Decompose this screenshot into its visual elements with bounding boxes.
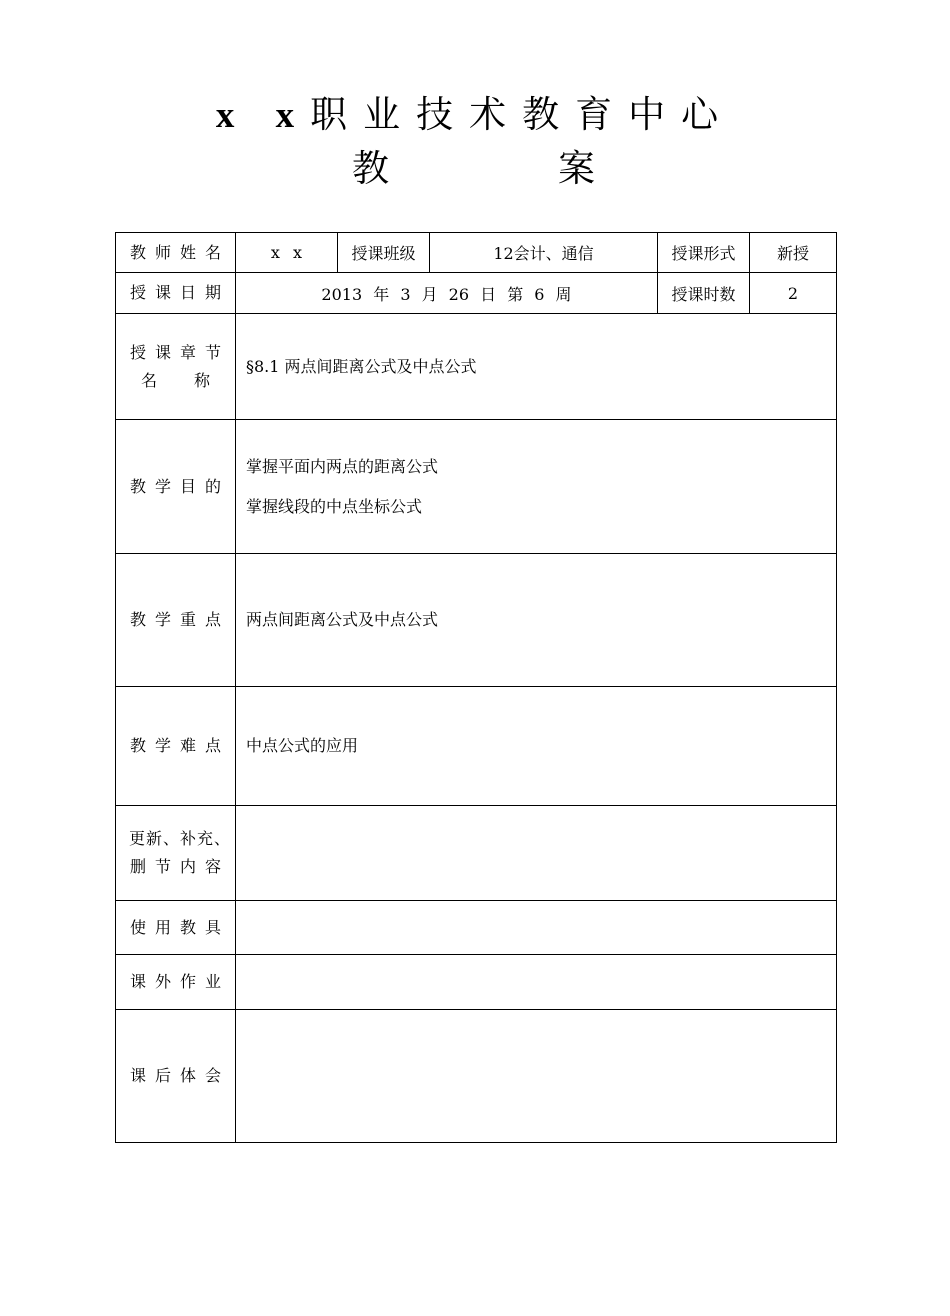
row-chapter: [116, 314, 837, 420]
form-label: 授课形式: [658, 233, 750, 273]
subtitle-b: 案: [558, 147, 595, 190]
row-teacher: [116, 233, 837, 273]
row-difficulty: [116, 687, 837, 806]
hours-label: 授课时数: [658, 273, 750, 314]
reflection-label: 课后体会: [116, 1010, 236, 1143]
key-label: 教学重点: [116, 554, 236, 687]
class-value: 12会计、通信: [430, 233, 658, 273]
hours-value: 2: [750, 273, 837, 314]
update-label-line1: 更新、补充、: [128, 829, 231, 848]
update-label-line2: 删节内容: [129, 857, 230, 876]
chapter-label-line1: 授课章节: [129, 342, 230, 362]
class-label: 授课班级: [338, 233, 430, 273]
reflection-value: [236, 1010, 837, 1143]
tools-label: 使用教具: [116, 901, 236, 955]
difficulty-label: 教学难点: [116, 687, 236, 806]
difficulty-value: 中点公式的应用: [236, 687, 837, 806]
chapter-label: [116, 314, 236, 420]
document-subtitle: [352, 138, 595, 192]
update-label: [116, 806, 236, 901]
teacher-value: x x: [236, 233, 338, 273]
row-key: [116, 554, 837, 687]
title-org: 职业技术教育中心: [310, 93, 735, 136]
row-homework: [116, 955, 837, 1010]
homework-value: [236, 955, 837, 1010]
teacher-label: 教师姓名: [116, 233, 236, 273]
key-value: 两点间距离公式及中点公式: [236, 554, 837, 687]
row-reflection: [116, 1010, 837, 1143]
subtitle-a: 教: [352, 147, 389, 190]
row-update: [116, 806, 837, 901]
goal-item: 掌握平面内两点的距离公式: [246, 456, 439, 476]
chapter-label-line2: 名 称: [140, 370, 220, 390]
goal-item: 掌握线段的中点坐标公式: [246, 496, 423, 516]
document-title: [0, 84, 950, 138]
title-xx: x x: [215, 95, 311, 136]
homework-label: 课外作业: [116, 955, 236, 1010]
goal-label: 教学目的: [116, 420, 236, 554]
tools-value: [236, 901, 837, 955]
date-label: 授课日期: [116, 273, 236, 314]
update-value: [236, 806, 837, 901]
row-goal: [116, 420, 837, 554]
chapter-value: §8.1 两点间距离公式及中点公式: [236, 314, 837, 420]
date-value: 2013 年 3 月 26 日 第 6 周: [236, 273, 658, 314]
lesson-plan-table: [115, 232, 837, 1143]
goal-value: [236, 420, 837, 554]
form-value: 新授: [750, 233, 837, 273]
row-tools: [116, 901, 837, 955]
row-date: [116, 273, 837, 314]
